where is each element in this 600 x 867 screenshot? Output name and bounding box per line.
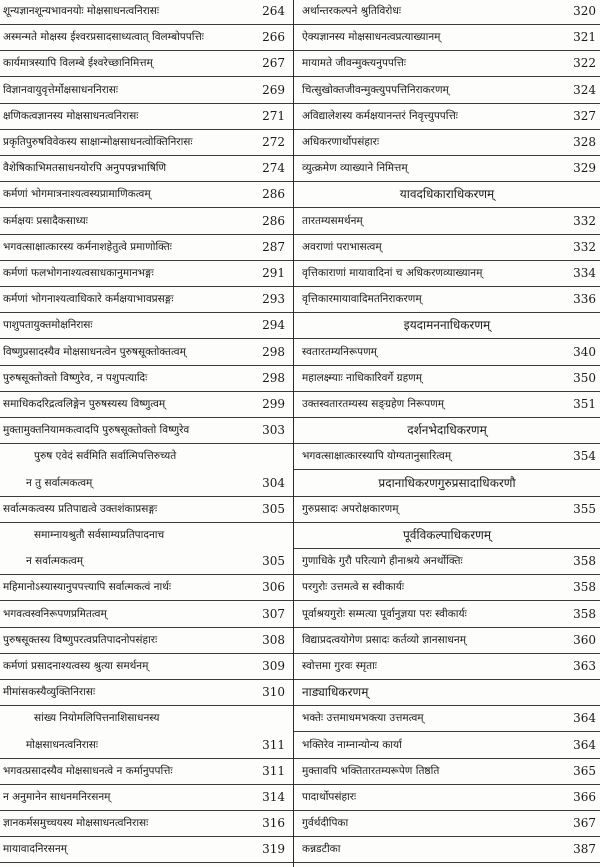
entry-title: समाधिकदरिद्रत्वलिङ्गेन पुरुषस्यस्य विष्णुत्वम् [3, 398, 166, 410]
index-entry [0, 786, 293, 811]
entry-title: ऐक्यज्ञानस्य मोक्षसाधनत्वप्रत्याख्यानम् [302, 31, 441, 44]
page-number: 351 [573, 397, 596, 411]
section-heading-text: प्रदानाधिकरणगुरुप्रसादाधिकरणौ [378, 475, 516, 490]
entry-title: भक्तेः उत्तमाधमभक्त्या उत्तमत्वम् [302, 712, 424, 725]
page-number: 358 [573, 606, 596, 621]
index-entry [0, 183, 293, 208]
entry-title: भक्तिरेव नाम्नान्योन्य कार्या [302, 738, 402, 751]
page-number: 311 [262, 763, 285, 778]
entry-title: कर्मक्षयः प्रसादैकसाध्यः [3, 214, 88, 227]
page-number: 294 [262, 318, 285, 333]
page-number: 307 [262, 606, 285, 621]
page-number: 306 [262, 580, 285, 595]
index-entry [0, 262, 293, 287]
entry-title: कर्मणां प्रसादनाश्यत्वस्य श्रुत्या समर्थनम् [3, 660, 149, 672]
page-number: 309 [262, 659, 285, 673]
index-entry [0, 288, 293, 313]
entry-title: न सर्वात्मकत्वम् [26, 555, 84, 568]
index-entry [294, 576, 600, 601]
entry-title: अस्मन्मते मोक्षस्य ईश्वरप्रसादसाध्यत्वात् विलम्बोपपत्तिः [3, 31, 204, 44]
page-number: 358 [573, 580, 596, 595]
section-heading-text: यावदधिकाराधिकरणम् [399, 187, 495, 202]
index-entry [0, 550, 293, 575]
entry-title: सांख्य नियोमलिपित्तनाशिसाधनस्य [34, 712, 160, 725]
index-entry [294, 288, 600, 313]
entry-title: वृत्तिकारमायावादिमतनिराकरणम् [302, 293, 422, 306]
page-number: 298 [262, 344, 285, 359]
entry-title: विष्णुप्रसादस्यैव मोक्षसाधनत्वेन पुरुषसूक्तोक्तत्वम् [3, 345, 186, 358]
page-number: 316 [262, 816, 285, 831]
page-number: 311 [262, 737, 285, 752]
index-entry [0, 707, 293, 731]
entry-title: अविद्यालेशस्य कर्मक्षयानन्तरं निवृत्त्युपपत्तिः [302, 109, 458, 122]
section-heading-text: इयदामननाधिकरणम् [403, 318, 491, 333]
entry-title: कर्मणां भोगमात्रनाश्यत्वस्यप्रामाणिकत्वम् [3, 188, 151, 201]
entry-title: कन्नडटीका [302, 843, 341, 856]
entry-title: पूर्वाश्रयगुरोः सम्मत्या पूर्वानुज्ञया परः स्वीकार्यः [302, 607, 467, 620]
index-entry [294, 157, 600, 182]
page-number: 305 [262, 554, 285, 569]
section-heading [294, 472, 600, 497]
entry-title: न अनुमानेन साधनमनिरसनम् [3, 791, 111, 803]
entry-title: मायामते जीवन्मुक्त्यनुपपत्तिः [302, 57, 406, 70]
index-entry [294, 707, 600, 732]
index-entry [294, 131, 600, 156]
page-number: 319 [262, 842, 285, 857]
page-number: 293 [262, 292, 285, 307]
entry-title: स्वोत्तमा गुरवः स्मृताः [302, 660, 377, 672]
index-entry [0, 79, 293, 104]
section-heading [294, 183, 600, 208]
entry-title: पादार्थोपसंहारः [302, 791, 357, 803]
entry-title: मुक्तावपि भक्तितारतम्यरूपेण तिष्ठति [302, 764, 440, 777]
page-number: 350 [573, 370, 596, 385]
entry-title: अर्थान्तरकल्पने श्रुतिविरोधः [302, 5, 401, 17]
entry-title: व्युत्क्रमेण व्याख्याने निमित्तम् [302, 162, 408, 175]
page-number: 321 [573, 30, 596, 45]
entry-title: क्षणिकत्वज्ञानस्य मोक्षसाधनत्वनिरासः [3, 109, 139, 122]
entry-title: शून्यज्ञानशून्यभावनयोः मोक्षसाधनत्वनिरासः [3, 5, 159, 17]
entry-title: महिमानोऽस्यास्यानुपपत्त्यापि सर्वात्मकत्वं नार्थः [3, 581, 171, 594]
index-entry [294, 393, 600, 418]
entry-title: भगवत्साक्षात्कारस्य कर्मनाशहेतुत्वे प्रमाणोक्तिः [3, 240, 172, 253]
section-heading [294, 681, 600, 706]
entry-title: पुरुषसूक्तस्य विष्णुपरत्वप्रतिपादनोपसंहारः [3, 633, 158, 646]
index-entry [294, 445, 600, 470]
entry-title: विद्याप्रदत्वयोगेण प्रसादः कर्तव्यो ज्ञानसाधनम् [302, 633, 466, 646]
index-entry [0, 0, 293, 25]
section-heading [294, 524, 600, 549]
index-entry [294, 734, 600, 759]
index-entry [294, 838, 600, 863]
index-entry [0, 236, 293, 261]
page-number: 287 [262, 239, 285, 254]
entry-title: परगुरोः उत्तमत्वे स स्वीकार्यः [302, 581, 404, 594]
entry-title: ज्ञानकर्मसमुच्चयस्य मोक्षसाधनत्वनिरासः [3, 817, 149, 830]
entry-title: मुक्तामुक्तनियामकत्वादपि पुरुषसूक्तोक्तो विष्णुरेव [3, 424, 190, 437]
entry-title: गुरुप्रसादः अपरोक्षकारणम् [302, 502, 399, 515]
entry-title: पुरुष एवेदं सर्वमिति सर्वात्मिपत्तिरुच्यते [34, 450, 177, 463]
page-number: 328 [573, 135, 596, 149]
index-entry [0, 105, 293, 130]
index-entry [0, 210, 293, 235]
index-entry [0, 26, 293, 51]
page-number: 363 [573, 659, 596, 673]
index-entry [294, 812, 600, 837]
page-number: 324 [573, 82, 596, 97]
page-number: 364 [573, 711, 596, 726]
index-entry [294, 79, 600, 104]
page-number: 320 [573, 4, 596, 18]
entry-title: महालक्ष्म्याः नाधिकारिवर्गे ग्रहणम् [302, 371, 423, 384]
page-number: 286 [262, 213, 285, 228]
index-entry [0, 524, 293, 548]
section-heading-text: पूर्वविकल्पाधिकरणम् [402, 528, 492, 542]
index-entry [294, 498, 600, 523]
page-number: 269 [262, 82, 285, 97]
index-entry [294, 0, 600, 25]
entry-title: मायावादनिरसनम् [3, 843, 67, 856]
page-number: 286 [262, 187, 285, 202]
page-number: 360 [573, 632, 596, 647]
page-number: 365 [573, 763, 596, 778]
index-entry [294, 210, 600, 235]
entry-title: भगवत्प्रसादस्यैव मोक्षसाधनत्वे न कर्मानुपपत्तिः [3, 764, 173, 777]
page-number: 274 [262, 161, 285, 176]
index-entry [0, 760, 293, 785]
page-number: 367 [573, 816, 596, 831]
page-number: 366 [573, 790, 596, 804]
page-number: 303 [262, 423, 285, 438]
entry-title: मीमांसकस्यैव्युक्तिनिरासः [3, 686, 96, 699]
page-number: 291 [262, 266, 285, 280]
index-entry [294, 367, 600, 392]
entry-title: तारतम्यसमर्थनम् [302, 214, 363, 227]
index-entry [0, 314, 293, 339]
page-number: 387 [573, 842, 596, 857]
entry-title: भगवत्वस्वनिरूपणप्रमितत्वम् [3, 607, 107, 620]
index-entry [0, 681, 293, 706]
page-number: 364 [573, 737, 596, 752]
page-number: 299 [262, 397, 285, 411]
page-number: 266 [262, 30, 285, 45]
page-number: 358 [573, 554, 596, 569]
index-entry [0, 629, 293, 654]
page-number: 310 [262, 685, 285, 700]
entry-title: अधिकरणार्थोपसंहारः [302, 136, 380, 148]
index-entry [0, 472, 293, 497]
page-number: 329 [573, 161, 596, 176]
entry-title: चित्सुखोक्तजीवन्मुक्त्युपपत्तिनिराकरणम् [302, 83, 449, 96]
entry-title: कार्यमात्रस्यापि विलम्बे ईश्वरेच्छानिमित्तम् [3, 57, 153, 70]
entry-title: न तु सर्वात्मकत्वम् [26, 476, 93, 489]
page-number: 327 [573, 108, 596, 123]
page-number: 340 [573, 344, 596, 359]
index-entry [294, 52, 600, 77]
page-number: 355 [573, 501, 596, 516]
page-number: 271 [262, 108, 285, 123]
index-entry [0, 367, 293, 392]
index-entry [0, 131, 293, 156]
page-number: 314 [262, 790, 285, 804]
page-number: 332 [573, 213, 596, 228]
page-number: 267 [262, 56, 285, 71]
page-number: 264 [262, 4, 285, 18]
index-entry [0, 838, 293, 863]
entry-title: सर्वात्मकत्वस्य प्रतिपाद्यत्वे उक्तशंकाप्रसङ्गः [3, 502, 158, 515]
index-entry [0, 812, 293, 837]
entry-title: वृत्तिकाराणां मायावादिनां च अधिकरणव्याख्यानम् [302, 267, 483, 279]
entry-title: कर्मणां फलभोगनाश्यत्वसाधकानुमानभङ्गः [3, 267, 154, 279]
entry-title: उक्तस्वतारतम्यस्य सङ्ग्रहेण निरूपणम् [302, 398, 445, 410]
page-number: 308 [262, 632, 285, 647]
index-entry [0, 603, 293, 628]
index-entry [294, 603, 600, 628]
index-entry [294, 341, 600, 366]
index-entry [0, 655, 293, 680]
page-number: 304 [262, 475, 285, 490]
index-entry [0, 498, 293, 523]
index-entry [0, 393, 293, 418]
index-entry [0, 445, 293, 469]
page-number: 334 [573, 266, 596, 280]
entry-title: स्वतारतम्यनिरूपणम् [302, 345, 377, 358]
index-entry [0, 734, 293, 759]
page-number: 336 [573, 292, 596, 307]
page-number: 272 [262, 135, 285, 149]
entry-title: पुरुषसूक्तोक्तो विष्णुरेव, न पशुपत्यादिः [3, 371, 148, 384]
section-heading-text: दर्शनभेदाधिकरणम् [407, 423, 487, 438]
entry-title: कर्मणां भोगनाश्यत्वाधिकारे कर्मक्षयाभावप्रसङ्गः [3, 293, 174, 306]
index-entry [0, 157, 293, 182]
entry-title: विज्ञानवायुवृत्तेर्मोक्षसाधननिरासः [3, 83, 118, 96]
page-number: 332 [573, 239, 596, 254]
index-entry [294, 760, 600, 785]
index-entry [294, 262, 600, 287]
entry-title: गुर्वर्थदीपिका [302, 817, 349, 830]
index-entry [294, 236, 600, 261]
section-heading [294, 314, 600, 339]
entry-title: गुणाधिके गुरौ परित्यागे हीनाश्रये अनर्थोक्तिः [302, 555, 463, 568]
index-entry [294, 629, 600, 654]
index-entry [294, 550, 600, 575]
page-number: 305 [262, 501, 285, 516]
section-heading [294, 419, 600, 444]
entry-title: वैशेषिकाभिमतसाधनयोरपि अनुपपन्नभाषिणि [3, 162, 167, 175]
index-entry [0, 341, 293, 366]
index-entry [294, 26, 600, 51]
entry-title: अवराणां पराभासत्वम् [302, 240, 382, 253]
page-number: 322 [573, 56, 596, 71]
index-entry [294, 786, 600, 811]
entry-title: मोक्षसाधनत्वनिरासः [26, 738, 99, 751]
entry-title: प्रकृतिपुरुषविवेकस्य साक्षान्मोक्षसाधनत्वोक्तिनिरासः [3, 136, 193, 148]
entry-title: पाशुपतायुक्तमोक्षनिरासः [3, 319, 93, 332]
index-entry [0, 576, 293, 601]
section-heading-text: नाड्याधिकरणम् [302, 685, 369, 700]
entry-title: समाम्नायश्रुतौ सर्वसाम्यप्रतिपादनाच [34, 529, 165, 541]
page-number: 354 [573, 449, 596, 464]
page-number: 298 [262, 370, 285, 385]
index-entry [294, 105, 600, 130]
index-entry [0, 419, 293, 444]
index-entry [294, 655, 600, 680]
entry-title: भगवत्साक्षात्कारस्यापि योग्यतानुसारित्वम् [302, 450, 452, 463]
index-entry [0, 52, 293, 77]
